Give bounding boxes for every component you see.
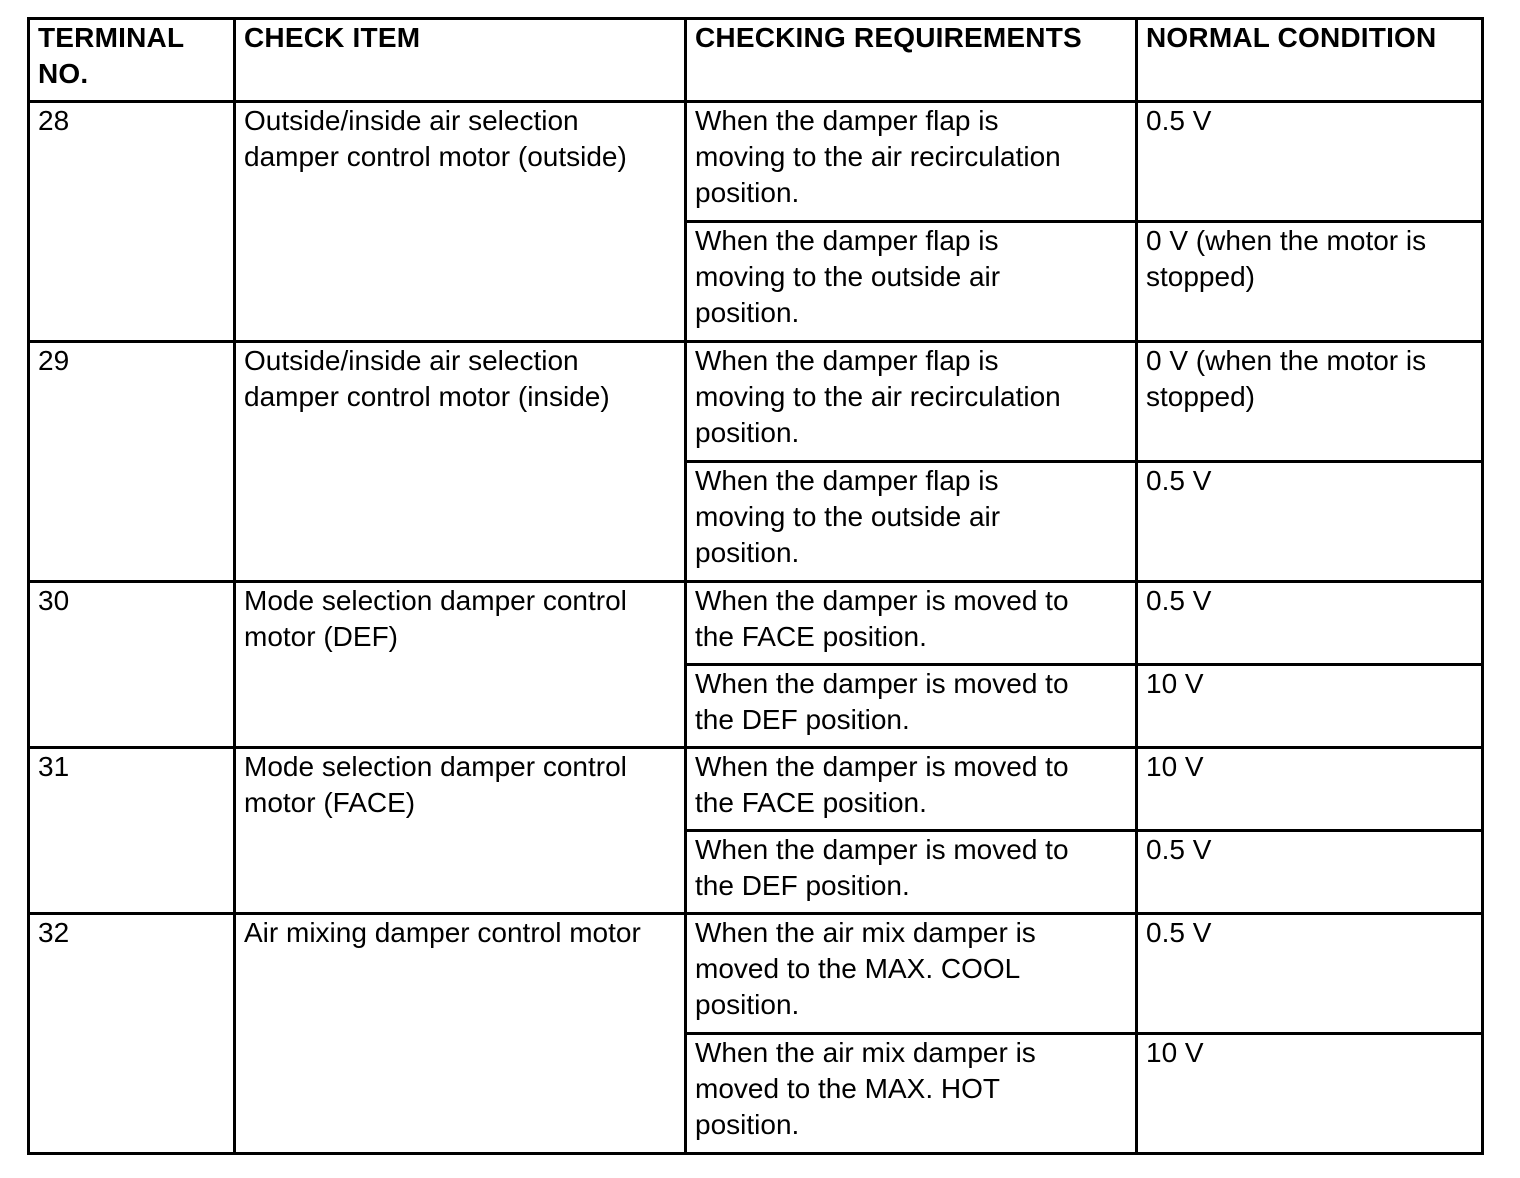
check-item-cell: Mode selection damper control motor (DEF) (235, 582, 686, 748)
terminal-no-cell: 29 (29, 342, 235, 582)
table-row (29, 342, 1483, 462)
table-row (29, 582, 1483, 665)
condition-cell: 10 V (1137, 1034, 1483, 1154)
requirement-cell: When the damper is moved to the FACE position. (686, 582, 1137, 665)
condition-cell: 0.5 V (1137, 831, 1483, 914)
header-normal-condition: NORMAL CONDITION (1137, 19, 1483, 102)
table-row (29, 914, 1483, 1034)
header-terminal-no: TERMINAL NO. (29, 19, 235, 102)
table-row (29, 748, 1483, 831)
condition-cell: 0 V (when the motor is stopped) (1137, 342, 1483, 462)
check-item-cell: Mode selection damper control motor (FACE) (235, 748, 686, 914)
requirement-cell: When the damper flap is moving to the air recirculation position. (686, 102, 1137, 222)
requirement-cell: When the damper is moved to the DEF position. (686, 831, 1137, 914)
check-item-cell: Outside/inside air selection damper control motor (outside) (235, 102, 686, 342)
check-item-cell: Outside/inside air selection damper control motor (inside) (235, 342, 686, 582)
requirement-cell: When the air mix damper is moved to the MAX. HOT position. (686, 1034, 1137, 1154)
header-checking-requirements: CHECKING REQUIREMENTS (686, 19, 1137, 102)
requirement-cell: When the air mix damper is moved to the MAX. COOL position. (686, 914, 1137, 1034)
requirement-cell: When the damper is moved to the FACE position. (686, 748, 1137, 831)
requirement-cell: When the damper flap is moving to the outside air position. (686, 462, 1137, 582)
requirement-cell: When the damper is moved to the DEF position. (686, 665, 1137, 748)
terminal-no-cell: 32 (29, 914, 235, 1154)
requirement-cell: When the damper flap is moving to the outside air position. (686, 222, 1137, 342)
terminal-no-cell: 30 (29, 582, 235, 748)
condition-cell: 0.5 V (1137, 102, 1483, 222)
requirement-cell: When the damper flap is moving to the air recirculation position. (686, 342, 1137, 462)
condition-cell: 0.5 V (1137, 462, 1483, 582)
check-item-cell: Air mixing damper control motor (235, 914, 686, 1154)
table-row (29, 102, 1483, 222)
terminal-no-cell: 31 (29, 748, 235, 914)
table-header-row (29, 19, 1483, 102)
condition-cell: 0.5 V (1137, 582, 1483, 665)
terminal-no-cell: 28 (29, 102, 235, 342)
condition-cell: 0 V (when the motor is stopped) (1137, 222, 1483, 342)
condition-cell: 10 V (1137, 748, 1483, 831)
terminal-check-table (27, 17, 1484, 1155)
condition-cell: 0.5 V (1137, 914, 1483, 1034)
condition-cell: 10 V (1137, 665, 1483, 748)
header-check-item: CHECK ITEM (235, 19, 686, 102)
